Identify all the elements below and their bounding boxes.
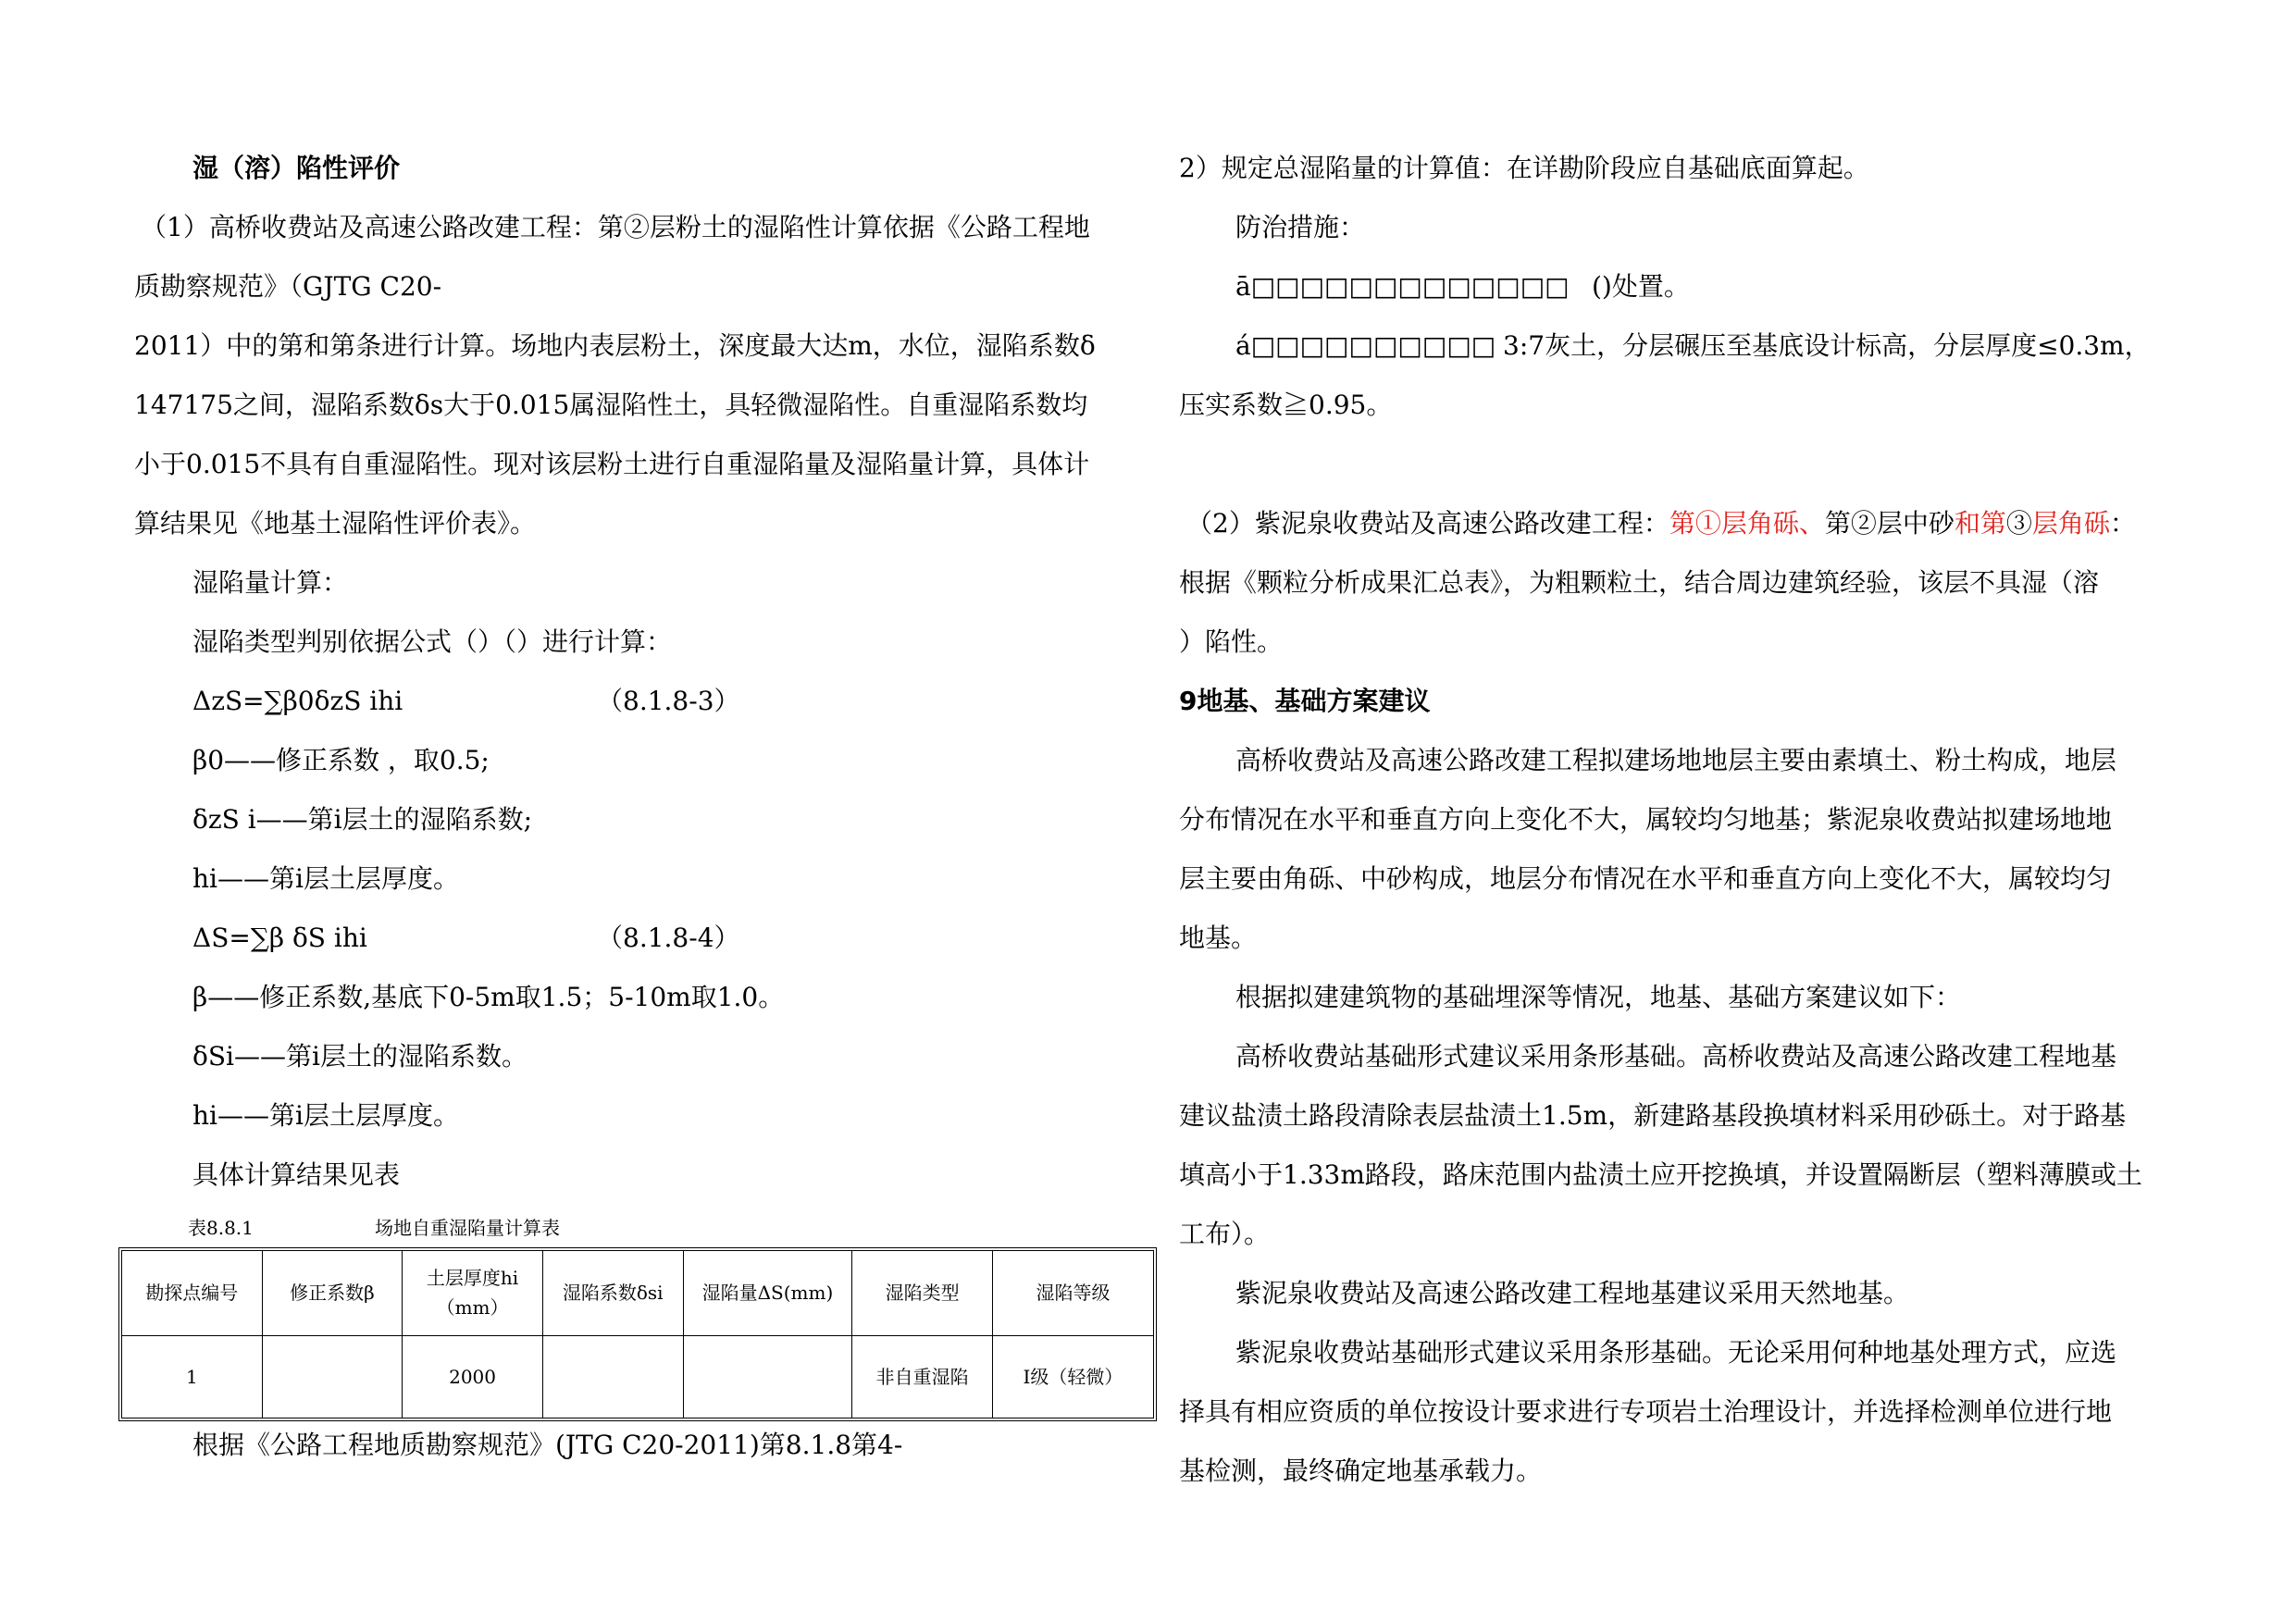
table-cell: Ⅰ级（轻微） bbox=[992, 1335, 1153, 1418]
paragraph-line: 建议盐渍土路段清除表层盐渍土1.5m，新建路基段换填材料采用砂砾土。对于路基 bbox=[1179, 1100, 2127, 1131]
table-header-cell: 湿陷系数δsi bbox=[542, 1251, 683, 1336]
definition-line: δSi——第i层土的湿陷系数。 bbox=[192, 1041, 527, 1072]
paragraph-line: 填高小于1.33m路段，路床范围内盐渍土应开挖换填，并设置隔断层（塑料薄膜或土 bbox=[1179, 1159, 2142, 1190]
table-title: 场地自重湿陷量计算表 bbox=[375, 1217, 560, 1239]
table-header-cell: 勘探点编号 bbox=[122, 1251, 263, 1336]
paragraph-line: 地基。 bbox=[1179, 923, 1258, 953]
measure-2: á□□□□□□□□□□ bbox=[1235, 330, 1496, 361]
formula-1: ΔzS=∑β0δzS ihi bbox=[192, 686, 403, 716]
paragraph-line: 基检测，最终确定地基承载力。 bbox=[1179, 1456, 1543, 1486]
measure-2-text: 压实系数≧0.95。 bbox=[1179, 390, 1393, 420]
highlight-text: 和第 bbox=[1954, 508, 2006, 539]
table-cell bbox=[683, 1335, 852, 1418]
paragraph-line: 高桥收费站及高速公路改建工程拟建场地地层主要由素填土、粉土构成，地层 bbox=[1235, 745, 2117, 775]
table-header-cell: 土层厚度hi（mm） bbox=[403, 1251, 543, 1336]
table-header-cell: 湿陷类型 bbox=[852, 1251, 993, 1336]
table-number: 表8.8.1 bbox=[188, 1217, 254, 1239]
measure-1-text: ()处置。 bbox=[1592, 271, 1690, 302]
table-cell: 非自重湿陷 bbox=[852, 1335, 993, 1418]
text-span: ③ bbox=[2005, 508, 2032, 539]
table-cell bbox=[262, 1335, 403, 1418]
see-table-text: 具体计算结果见表 bbox=[192, 1159, 401, 1190]
text-span: 第②层中砂 bbox=[1824, 508, 1955, 539]
definition-line: hi——第i层土层厚度。 bbox=[192, 1100, 459, 1131]
definition-line: hi——第i层土层厚度。 bbox=[192, 863, 459, 894]
table-header-cell: 湿陷等级 bbox=[992, 1251, 1153, 1336]
paragraph-line: 2011）中的第和第条进行计算。场地内表层粉土，深度最大达m，水位，湿陷系数δ bbox=[134, 330, 1096, 361]
paragraph-line: 紫泥泉收费站基础形式建议采用条形基础。无论采用何种地基处理方式，应选 bbox=[1235, 1337, 2117, 1368]
paragraph-line: （1）高桥收费站及高速公路改建工程：第②层粉土的湿陷性计算依据《公路工程地 bbox=[141, 212, 1090, 242]
paragraph-line: ）陷性。 bbox=[1179, 626, 1284, 657]
table-row bbox=[122, 1335, 1154, 1418]
highlight-text: 第①层角砾、 bbox=[1669, 508, 1825, 539]
paragraph-line: 小于0.015不具有自重湿陷性。现对该层粉土进行自重湿陷量及湿陷量计算，具体计 bbox=[134, 449, 1090, 479]
paragraph-line: 质勘察规范》（GJTG C20- bbox=[134, 271, 442, 302]
paragraph-line: 层主要由角砾、中砂构成，地层分布情况在水平和垂直方向上变化不大，属较均匀 bbox=[1179, 863, 2113, 894]
measure-2-text: 3:7灰土，分层碾压至基底设计标高，分层厚度≤0.3m， bbox=[1503, 330, 2151, 361]
measure-1: ā□□□□□□□□□□□□□ bbox=[1235, 271, 1570, 302]
paragraph-line: 2）规定总湿陷量的计算值：在详勘阶段应自基础底面算起。 bbox=[1179, 153, 1869, 183]
paragraph-line: 147175之间，湿陷系数δs大于0.015属湿陷性土，具轻微湿陷性。自重湿陷系数均 bbox=[134, 390, 1088, 420]
paragraph-line: 分布情况在水平和垂直方向上变化不大，属较均匀地基；紫泥泉收费站拟建场地地 bbox=[1179, 804, 2113, 835]
text-span: ： bbox=[2109, 508, 2136, 539]
paragraph-line: 择具有相应资质的单位按设计要求进行专项岩土治理设计，并选择检测单位进行地 bbox=[1179, 1396, 2113, 1427]
paragraph-line: 根据《颗粒分析成果汇总表》，为粗颗粒土，结合周边建筑经验，该层不具湿（溶 bbox=[1179, 567, 2100, 598]
table-cell: 1 bbox=[122, 1335, 263, 1418]
text-span: （2）紫泥泉收费站及高速公路改建工程： bbox=[1186, 508, 1669, 539]
highlight-text: 层角砾 bbox=[2031, 508, 2110, 539]
definition-line: β0——修正系数 ，取0.5; bbox=[192, 745, 490, 775]
section-heading: 湿（溶）陷性评价 bbox=[192, 153, 401, 183]
formula-2: ΔS=∑β δS ihi bbox=[192, 923, 367, 953]
table-header-cell: 修正系数β bbox=[262, 1251, 403, 1336]
paragraph-line: 算结果见《地基土湿陷性评价表》。 bbox=[134, 508, 537, 539]
settlement-table bbox=[118, 1247, 1157, 1421]
table-cell: 2000 bbox=[403, 1335, 543, 1418]
section-heading: 9地基、基础方案建议 bbox=[1179, 686, 1431, 716]
paragraph-line: 根据拟建建筑物的基础埋深等情况，地基、基础方案建议如下： bbox=[1235, 982, 1962, 1012]
formula-2-number: （8.1.8-4） bbox=[597, 923, 740, 953]
paragraph-line bbox=[1186, 505, 2136, 542]
paragraph-line: 紫泥泉收费站及高速公路改建工程地基建议采用天然地基。 bbox=[1235, 1278, 1910, 1308]
paragraph-line: 根据《公路工程地质勘察规范》(JTG C20-2011)第8.1.8第4- bbox=[192, 1430, 903, 1460]
table-header-row bbox=[122, 1251, 1154, 1336]
measures-title: 防治措施： bbox=[1235, 212, 1366, 242]
definition-line: β——修正系数,基底下0-5m取1.5；5-10m取1.0。 bbox=[192, 982, 785, 1012]
table-header-cell: 湿陷量ΔS(mm) bbox=[683, 1251, 852, 1336]
calc-title: 湿陷量计算： bbox=[192, 567, 349, 598]
paragraph-line: 高桥收费站基础形式建议采用条形基础。高桥收费站及高速公路改建工程地基 bbox=[1235, 1041, 2117, 1072]
formula-basis: 湿陷类型判别依据公式（）（）进行计算： bbox=[192, 626, 673, 657]
paragraph-line: 工布）。 bbox=[1179, 1219, 1271, 1249]
definition-line: δzS i——第i层土的湿陷系数; bbox=[192, 804, 533, 835]
table-cell bbox=[542, 1335, 683, 1418]
formula-1-number: （8.1.8-3） bbox=[597, 686, 740, 716]
